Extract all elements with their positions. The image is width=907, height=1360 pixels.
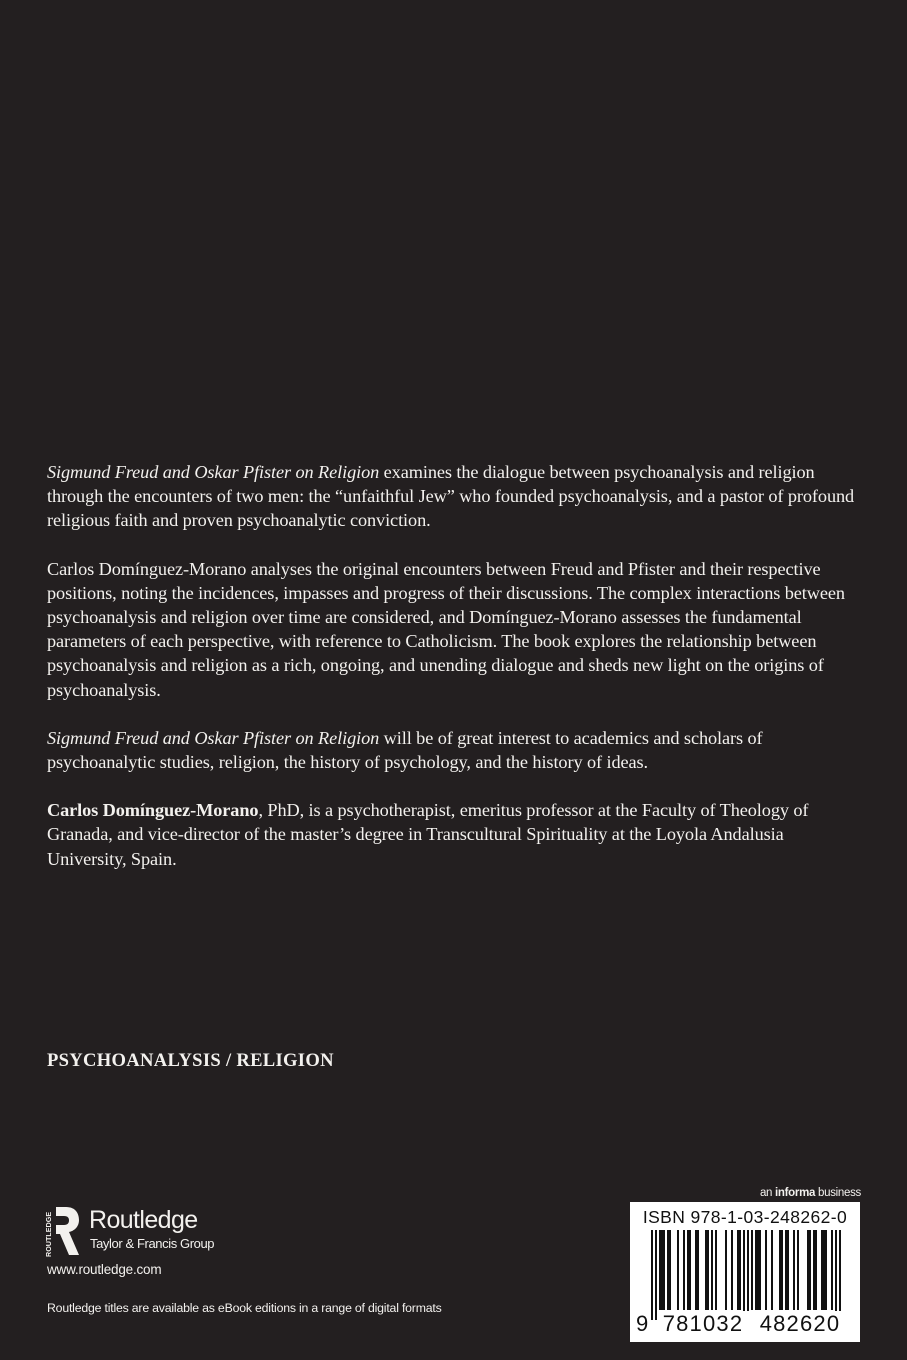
book-description — [47, 460, 867, 895]
barcode-bar — [787, 1230, 789, 1310]
barcode-guard-bar — [839, 1230, 841, 1320]
barcode-guard-bar — [743, 1230, 745, 1320]
ean-left-digits: 781032 — [657, 1311, 749, 1337]
informa-tagline: an informa business — [759, 1187, 861, 1199]
ean-first-digit: 9 — [636, 1311, 649, 1336]
author-name: Carlos Domínguez-Morano — [47, 800, 259, 821]
barcode-bar — [757, 1230, 759, 1310]
publisher-website: www.routledge.com — [47, 1262, 162, 1277]
barcode-bar — [739, 1230, 741, 1310]
barcode-bar — [737, 1230, 739, 1310]
barcode-bar — [669, 1230, 671, 1310]
barcode-bar — [815, 1230, 817, 1310]
barcode-bar — [667, 1230, 669, 1310]
barcode-bar — [663, 1230, 665, 1310]
barcode-guard-bar — [835, 1230, 837, 1320]
barcode-bar — [683, 1230, 685, 1310]
barcode-bar — [759, 1230, 761, 1310]
barcode-bar — [715, 1230, 717, 1310]
barcode-bar — [659, 1230, 661, 1310]
description-paragraph-1: Sigmund Freud and Oskar Pfister on Religion examines the dialogue between psychoanalysis and religion through the encounters of two men: the “unfaithful Jew” who founded psychoanalysis, and a pastor of profound religious faith and proven psychoanalytic conviction. — [47, 462, 855, 531]
barcode-bar — [781, 1230, 783, 1310]
barcode-bar — [813, 1230, 815, 1310]
publisher-name: Routledge — [89, 1206, 198, 1234]
barcode-bar — [825, 1230, 827, 1310]
publisher-block — [42, 1203, 322, 1263]
barcode-bar — [725, 1230, 727, 1310]
barcode-bar — [687, 1230, 689, 1310]
book-title-italic: Sigmund Freud and Oskar Pfister on Religion — [47, 727, 380, 748]
barcode-bar — [809, 1230, 811, 1310]
book-title-italic: Sigmund Freud and Oskar Pfister on Religion — [47, 462, 380, 482]
barcode-bar — [731, 1230, 733, 1310]
logo-vertical-text: ROUTLEDGE — [44, 1211, 53, 1257]
ean-right-digits: 482620 — [754, 1311, 846, 1337]
barcode-bar — [751, 1230, 753, 1310]
barcode-bar — [677, 1230, 679, 1310]
barcode-bar — [695, 1230, 697, 1310]
barcode-guard-bar — [747, 1230, 749, 1320]
barcode-bar — [831, 1230, 833, 1310]
barcode-bar — [705, 1230, 707, 1310]
barcode-bar — [797, 1230, 799, 1310]
barcode-bar — [785, 1230, 787, 1310]
barcode-bar — [697, 1230, 699, 1310]
informa-brand: informa — [775, 1187, 816, 1199]
publisher-group: Taylor & Francis Group — [90, 1236, 215, 1251]
barcode-guard-bar — [655, 1230, 657, 1320]
barcode-bar — [821, 1230, 823, 1310]
author-bio: Carlos Domínguez-Morano, PhD, is a psychotherapist, emeritus professor at the Faculty of Theology of Granada, and vice-director of the master’s degree in Transcultural Spirituality at the Loyola Andalusia University, Spain. — [47, 800, 809, 869]
barcode-guard-bar — [651, 1230, 653, 1320]
subject-category: PSYCHOANALYSIS / RELIGION — [47, 1050, 334, 1071]
barcode-bar — [793, 1230, 795, 1310]
description-paragraph-2: Carlos Domínguez-Morano analyses the original encounters between Freud and Pfister and their respective positions, noting the incidences, impasses and progress of their discussions. The complex interactions between psychoanalysis and religion over time are considered, and Domínguez-Morano assesses the fundamental parameters of each perspective, with reference to Catholicism. The book explores the relationship between psychoanalysis and religion as a rich, ongoing, and unending dialogue and sheds new light on the origins of psychoanalysis. — [47, 558, 845, 700]
ebook-availability-note: Routledge titles are available as eBook editions in a range of digital formats — [47, 1301, 442, 1315]
barcode-bar — [707, 1230, 709, 1310]
barcode-bar — [765, 1230, 767, 1310]
barcode-bar — [807, 1230, 809, 1310]
description-paragraph-3: Sigmund Freud and Oskar Pfister on Religion will be of great interest to academics and scholars of psychoanalytic studies, religion, the history of psychology, and the history of ideas. — [47, 727, 763, 773]
routledge-logo-icon — [42, 1205, 80, 1257]
barcode-bar — [755, 1230, 757, 1310]
barcode-bar — [661, 1230, 663, 1310]
isbn-barcode — [630, 1202, 860, 1342]
barcode-bar — [823, 1230, 825, 1310]
barcode-bar — [711, 1230, 713, 1310]
isbn-label: ISBN 978-1-03-248262-0 — [642, 1207, 848, 1227]
barcode-bar — [689, 1230, 691, 1310]
barcode-bar — [779, 1230, 781, 1310]
barcode-bar — [771, 1230, 773, 1310]
